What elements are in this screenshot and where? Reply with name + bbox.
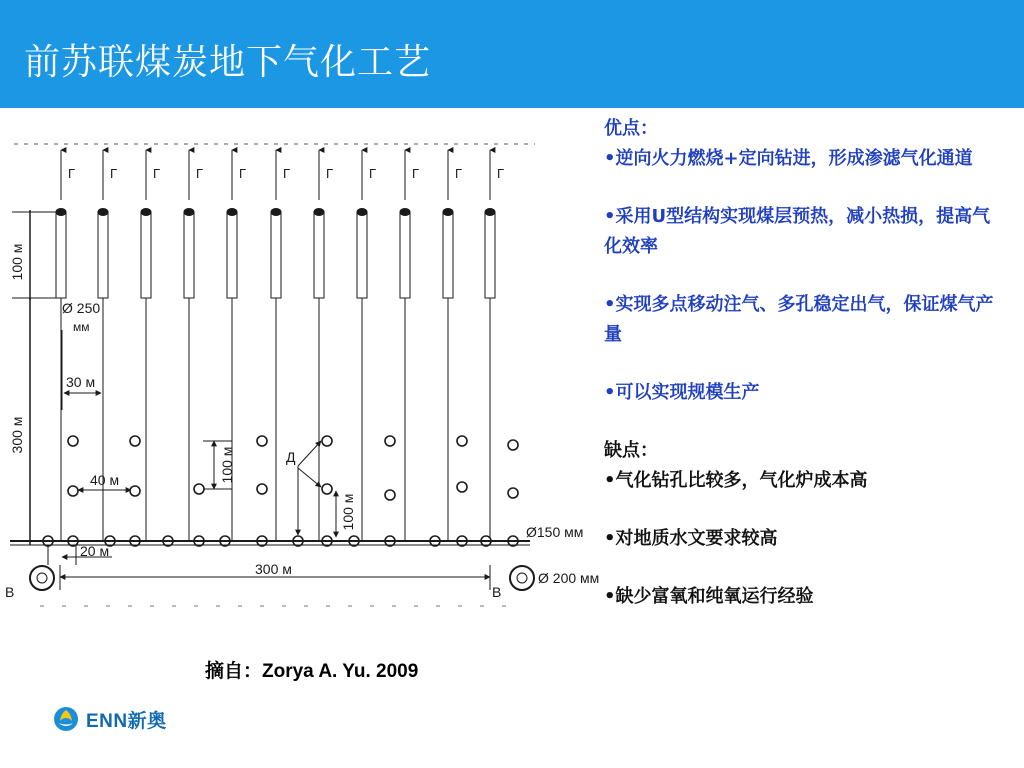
- injection-point: [385, 490, 395, 500]
- injection-points: [43, 436, 518, 546]
- d-arrow-down: [298, 468, 321, 487]
- well-casing: [314, 212, 324, 298]
- well-head: [271, 209, 281, 216]
- advantage-item: •逆向火力燃烧+定向钻进，形成渗滤气化通道: [604, 148, 973, 169]
- enn-logo-icon: [52, 705, 80, 733]
- arrow-label: Г: [196, 166, 204, 181]
- well-head: [485, 209, 495, 216]
- d-arrow-up: [298, 441, 321, 466]
- well-head: [357, 209, 367, 216]
- arrow-label: Г: [283, 166, 291, 181]
- logo-text: ENN新奥: [86, 710, 167, 732]
- label-vertical-100a: 100 м: [219, 446, 235, 484]
- label-spacing-40: 40 м: [90, 472, 120, 488]
- disadvantage-item: •气化钻孔比较多，气化炉成本高: [604, 470, 868, 491]
- arrow-label: Г: [455, 166, 463, 181]
- injection-point: [68, 436, 78, 446]
- injection-point: [322, 484, 332, 494]
- injection-point: [257, 484, 267, 494]
- disadvantage-item: •对地质水文要求较高: [604, 528, 778, 549]
- injection-point: [130, 436, 140, 446]
- well-casing: [141, 212, 151, 298]
- injection-point: [508, 440, 518, 450]
- arrow-label: Г: [497, 166, 505, 181]
- disadvantage-item: •缺少富氧和纯氧运行经验: [604, 586, 814, 607]
- arrow-label: Г: [110, 166, 118, 181]
- arrow-label: Г: [326, 166, 334, 181]
- gasification-diagram: [0, 108, 600, 618]
- well-casing: [227, 212, 237, 298]
- well-casing: [184, 212, 194, 298]
- well-casing: [98, 212, 108, 298]
- pros-cons-panel: [604, 114, 1004, 612]
- arrow-label: Г: [153, 166, 161, 181]
- disadvantages-heading: 缺点：: [604, 440, 658, 461]
- injection-point: [130, 486, 140, 496]
- injection-point: [68, 486, 78, 496]
- company-logo: [52, 704, 167, 734]
- arrow-label: Г: [369, 166, 377, 181]
- injection-point: [322, 436, 332, 446]
- well-head: [443, 209, 453, 216]
- b-point-left-outer: [30, 566, 54, 590]
- well-casing: [271, 212, 281, 298]
- b-point-right-outer: [510, 566, 534, 590]
- injection-point: [457, 482, 467, 492]
- label-diameter-200: Ø 200 мм: [538, 570, 600, 586]
- injection-point: [257, 436, 267, 446]
- label-point-d: Д: [286, 449, 296, 465]
- injection-point: [194, 484, 204, 494]
- well-group: [56, 150, 504, 541]
- advantage-item: •可以实现规模生产: [604, 382, 760, 403]
- label-spacing-20: 20 м: [80, 543, 110, 559]
- label-point-b-right: В: [492, 584, 502, 600]
- arrow-label: Г: [68, 166, 76, 181]
- label-height-300: 300 м: [9, 416, 25, 454]
- well-head: [400, 209, 410, 216]
- arrow-label: Г: [239, 166, 247, 181]
- source-caption: 摘自：Zorya A. Yu. 2009: [205, 661, 419, 682]
- arrow-label: Г: [412, 166, 420, 181]
- b-point-right-inner: [517, 573, 527, 583]
- slide-header: [0, 0, 1024, 108]
- injection-point: [508, 488, 518, 498]
- well-casing: [443, 212, 453, 298]
- well-casing: [357, 212, 367, 298]
- label-diameter-250-unit: мм: [73, 320, 90, 334]
- well-casing: [400, 212, 410, 298]
- injection-point: [457, 436, 467, 446]
- label-point-b-left: В: [5, 584, 15, 600]
- well-casing: [56, 212, 66, 298]
- advantage-item: •采用U型结构实现煤层预热，减小热损，提高气化效率: [604, 206, 991, 257]
- well-head: [141, 209, 151, 216]
- label-height-100: 100 м: [9, 243, 25, 281]
- label-diameter-150: Ø150 мм: [526, 524, 584, 540]
- label-vertical-100b: 100 м: [340, 493, 356, 531]
- label-diameter-250: Ø 250: [62, 300, 101, 316]
- well-head: [184, 209, 194, 216]
- label-spacing-30: 30 м: [66, 374, 96, 390]
- injection-point: [385, 436, 395, 446]
- well-head: [227, 209, 237, 216]
- well-head: [314, 209, 324, 216]
- label-length-300: 300 м: [255, 561, 292, 577]
- well-head: [98, 209, 108, 216]
- advantage-item: •实现多点移动注气、多孔稳定出气，保证煤气产量: [604, 294, 994, 345]
- advantages-heading: 优点：: [604, 118, 658, 139]
- well-casing: [485, 212, 495, 298]
- b-point-left-inner: [37, 573, 47, 583]
- slide-title: 前苏联煤炭地下气化工艺: [24, 42, 432, 83]
